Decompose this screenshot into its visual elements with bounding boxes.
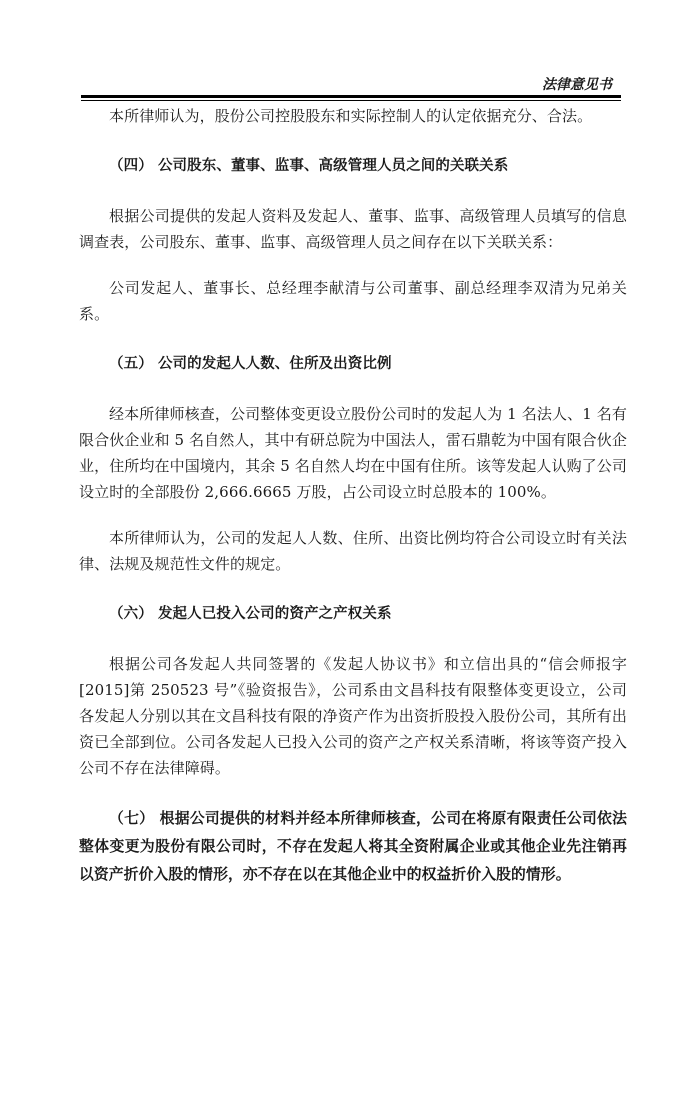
paragraph-asset-ownership: 根据公司各发起人共同签署的《发起人协议书》和立信出具的“信会师报字[2015]第 250523 号”《验资报告》，公司系由文昌科技有限整体变更设立，公司各发起人分别以其在文昌科技有限的净资产作为出资折股投入股份公司，其所有出资已全部到位。公司各发起人已投入公司的资产之产权关系清晰，将该等资产投入公司不存在法律障碍。	[79, 655, 627, 777]
section-heading-4: （四） 公司股东、董事、监事、高级管理人员之间的关联关系	[109, 158, 509, 174]
paragraph-promoters-review: 经本所律师核查，公司整体变更设立股份公司时的发起人为 1 名法人、1 名有限合伙企业和 5 名自然人，其中有研总院为中国法人，雷石鼎乾为中国有限合伙企业，住所均在中国境内，其余 5 名自然人均在中国有住所。该等发起人认购了公司设立时的全部股份 2,666.6665 万股，占公司设立时总股本的 100%。	[79, 405, 627, 501]
document-header-title: 法律意见书	[542, 77, 612, 93]
document-body	[79, 103, 627, 889]
header-rule-thin	[81, 100, 621, 101]
section-7-bold-paragraph: （七） 根据公司提供的材料并经本所律师核查，公司在将原有限责任公司依法整体变更为股份有限公司时，不存在发起人将其全资附属企业或其他企业先注销再以资产折价入股的情形，亦不存在以在其他企业中的权益折价入股的情形。	[79, 810, 627, 883]
paragraph-controller-conclusion: 本所律师认为，股份公司控股股东和实际控制人的认定依据充分、合法。	[109, 107, 593, 125]
section-heading-5: （五） 公司的发起人人数、住所及出资比例	[109, 356, 392, 372]
paragraph-promoters-conclusion: 本所律师认为，公司的发起人人数、住所、出资比例均符合公司设立时有关法律、法规及规范性文件的规定。	[79, 529, 627, 573]
section-heading-6: （六） 发起人已投入公司的资产之产权关系	[109, 606, 392, 622]
header-rule-thick	[81, 95, 621, 98]
paragraph-related-party-basis: 根据公司提供的发起人资料及发起人、董事、监事、高级管理人员填写的信息调查表，公司股东、董事、监事、高级管理人员之间存在以下关联关系：	[79, 207, 627, 251]
paragraph-related-party-detail: 公司发起人、董事长、总经理李献清与公司董事、副总经理李双清为兄弟关系。	[79, 279, 627, 323]
